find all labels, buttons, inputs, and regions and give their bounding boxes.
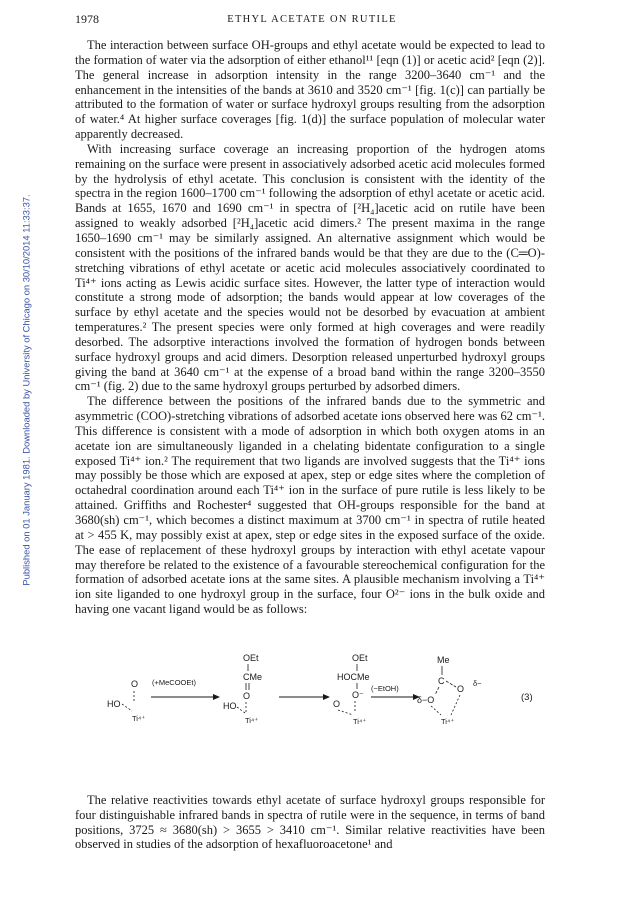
step1-reagent: (+MeCOOEt)	[152, 677, 196, 687]
s4-ti-ion: Ti⁴⁺	[441, 716, 455, 726]
equation-number: (3)	[521, 691, 533, 703]
s3-hocme: HOCMe	[337, 671, 370, 682]
s3-ethoxy: OEt	[352, 652, 368, 663]
s4-delta-right: δ−	[473, 678, 482, 688]
reaction-scheme	[75, 625, 545, 793]
running-title: ETHYL ACETATE ON RUTILE	[227, 14, 397, 25]
s4-delta-left: δ−O	[417, 694, 435, 705]
download-watermark-text: Published on 01 January 1981. Downloaded by University of Chicago on 30/10/2014 11:33:37.	[20, 194, 32, 586]
paragraph: The relative reactivities towards ethyl acetate of surface hydroxyl groups responsible for four distinguishable infrared bands in spectra of rutile were in the sequence, in terms of band positions, 3725 ≈ 3680(sh) > 3655 > 3410 cm⁻¹. Similar relative reactivities have been observed in studies of the adsorption of hexafluoroacetone¹ and	[75, 792, 545, 852]
s4-carbon: C	[438, 675, 445, 686]
s3-oxide: O⁻	[352, 689, 364, 700]
article-body	[75, 38, 545, 852]
step2-reagent: (−EtOH)	[371, 683, 399, 693]
s2-carbon-methyl: CMe	[243, 671, 263, 682]
page-number: 1978	[75, 12, 99, 26]
reaction-scheme-drawing	[75, 625, 545, 793]
s2-hydroxyl: HO	[223, 700, 237, 711]
paragraph: The difference between the positions of the infrared bands due to the symmetric and asymmetric (COO)-stretching vibrations of adsorbed acetate ions observed here was 62 cm⁻¹. This difference is consistent with a mode of adsorption in which both oxygen atoms in an acetate ion are simultaneously liganded in a chelating bidentate configuration to a single exposed Ti⁴⁺ ion.² The requirement that two ligands are involved suggests that the Ti⁴⁺ ions may possibly be those which are exposed at apex, step or edge sites where the completion of octahedral coordination around each Ti⁴⁺ ion in the surface of pure rutile is less likely to be attained. Griffiths and Rochester⁴ suggested that OH-groups responsible for the band at 3680(sh) cm⁻¹, which becomes a distinct maximum at 3700 cm⁻¹ in spectra of rutile heated at > 455 K, may possibly exist at apex, step or edge sites in the exposed surface of the oxide. The ease of replacement of these hydroxyl groups by interaction with ethyl acetate vapour may therefore be related to the existence of a favourable stereochemical configuration for the formation of adsorbed acetate ions at the same sites. A plausible mechanism involving a Ti⁴⁺ ion site liganded to one hydroxyl group in the surface, four O²⁻ ions in the bulk oxide and having one vacant ligand would be as follows:	[75, 394, 545, 617]
s4-methyl: Me	[437, 654, 450, 665]
s2-ti-ion: Ti⁴⁺	[245, 715, 259, 725]
download-watermark	[18, 120, 34, 660]
s1-vacant-o: O	[131, 678, 139, 689]
paragraph: With increasing surface coverage an increasing proportion of the hydrogen atoms remaining on the surface were present in associatively adsorbed acetic acid molecules formed by the hydrolysis of ethyl acetate. This conclusion is consistent with the identity of the spectra in the region 1600–1700 cm⁻¹ following the adsorption of ethyl acetate or acetic acid. Bands at 1655, 1670 and 1690 cm⁻¹ in spectra of [²H₄]acetic acid on rutile have been assigned to weakly adsorbed [²H₄]acetic acid dimers.² The present maxima in the range 1650–1690 cm⁻¹ may be similarly assigned. An alternative assignment which would be consistent with the positions of the infrared bands would be that they are due to the (C═O)-stretching vibrations of ethyl acetate or acetic acid molecules associatively coordinated to Ti⁴⁺ ions acting as Lewis acidic surface sites. However, the latter type of interaction would constitute a strong mode of adsorption; the bands would appear at low coverages of the surface by ethyl acetate and the species would not be desorbed by evacuation at ambient temperatures.² The present species were only formed at high coverages and were readily desorbed. The adsorptive interactions involved the formation of hydrogen bonds between surface hydroxyl groups and acid dimers. Desorption released unperturbed hydroxyl groups giving the band at 3640 cm⁻¹ at the expense of a broad band within the range 3200–3550 cm⁻¹ (fig. 2) due to the same hydroxyl groups perturbed by adsorbed dimers.	[75, 141, 545, 394]
paragraph: The interaction between surface OH-groups and ethyl acetate would be expected to lead to the formation of water via the adsorption of either ethanol¹¹ [eqn (1)] or acetic acid² [eqn (2)]. The general increase in adsorption intensity in the range 3200–3640 cm⁻¹ and the enhancement in the intensities of the bands at 3610 and 3520 cm⁻¹ [fig. 1(c)] can partially be attributed to the formation of water or surface hydroxyl groups resulting from the adsorption of water.⁴ At higher surface coverages [fig. 1(d)] the surface population of molecular water apparently decreased.	[75, 38, 545, 142]
s3-surface-o: O	[333, 698, 341, 709]
s1-ti-ion: Ti⁴⁺	[132, 713, 146, 723]
s1-hydroxyl: HO	[107, 698, 121, 709]
s2-ethoxy: OEt	[243, 652, 259, 663]
s2-carbonyl-o: O	[243, 690, 251, 701]
s3-ti-ion: Ti⁴⁺	[353, 716, 367, 726]
s4-oxygen-right: O	[457, 683, 465, 694]
